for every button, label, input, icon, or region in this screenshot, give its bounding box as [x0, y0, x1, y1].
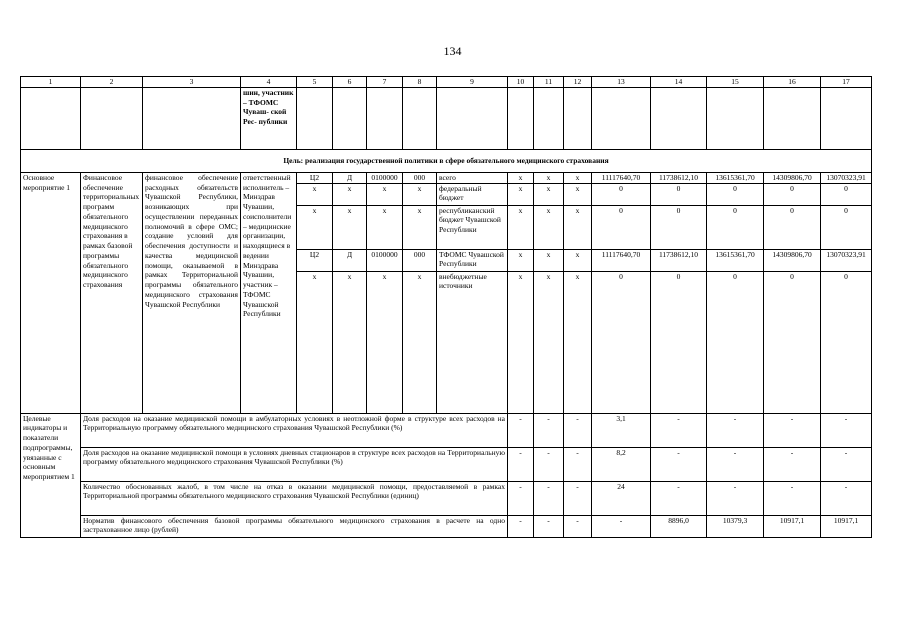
- col-header: 8: [403, 77, 437, 88]
- funding-cell: 11117640,70: [592, 249, 651, 271]
- indicator-value: -: [651, 481, 707, 515]
- indicator-value: -: [508, 447, 534, 481]
- event-description: финансовое обеспечение расходных обязательств Чувашской Республики, возникающих при осуществлении переданных полномочий в сфере ОМС; создание условий для обеспечения доступности и качества медицинской помощи, оказываемой в рамках Территориальной программы обязательного медицинского страхования Чувашской Республики: [143, 172, 241, 413]
- funding-cell: 0: [764, 183, 821, 205]
- funding-cell: 0: [764, 271, 821, 413]
- indicator-value: -: [821, 413, 872, 447]
- funding-cell: x: [508, 172, 534, 183]
- indicator-value: -: [821, 481, 872, 515]
- header-row: [21, 77, 872, 88]
- funding-cell: x: [367, 271, 403, 413]
- funding-cell: 0: [821, 205, 872, 249]
- funding-cell: x: [403, 205, 437, 249]
- funding-cell: x: [508, 205, 534, 249]
- indicator-value: -: [534, 481, 564, 515]
- indicator-value: -: [764, 413, 821, 447]
- indicator-value: -: [592, 515, 651, 537]
- indicator-value: -: [564, 413, 592, 447]
- indicator-value: -: [764, 447, 821, 481]
- funding-cell: 11117640,70: [592, 172, 651, 183]
- funding-cell: 000: [403, 249, 437, 271]
- col-header: 12: [564, 77, 592, 88]
- indicator-value: 8,2: [592, 447, 651, 481]
- indicator-value: -: [508, 481, 534, 515]
- indicator-value: 24: [592, 481, 651, 515]
- indicator-value: -: [707, 481, 764, 515]
- funding-cell: 0100000: [367, 249, 403, 271]
- indicator-value: -: [508, 413, 534, 447]
- funding-cell: x: [297, 271, 333, 413]
- funding-cell: x: [508, 249, 534, 271]
- funding-cell: x: [403, 183, 437, 205]
- funding-source: ТФОМС Чувашской Республики: [437, 249, 508, 271]
- funding-cell: x: [297, 205, 333, 249]
- funding-cell: 14309806,70: [764, 249, 821, 271]
- indicator-value: -: [508, 515, 534, 537]
- col-header: 5: [297, 77, 333, 88]
- col-header: 2: [81, 77, 143, 88]
- funding-cell: 13070323,91: [821, 172, 872, 183]
- indicator-row: [21, 413, 872, 447]
- indicator-row: [21, 481, 872, 515]
- indicator-value: -: [534, 515, 564, 537]
- col-header: 16: [764, 77, 821, 88]
- funding-cell: x: [333, 183, 367, 205]
- col-header: 1: [21, 77, 81, 88]
- funding-cell: Д: [333, 172, 367, 183]
- funding-cell: 0: [592, 183, 651, 205]
- funding-source: федеральный бюджет: [437, 183, 508, 205]
- col-header: 11: [534, 77, 564, 88]
- event-name: Основное мероприятие 1: [21, 172, 81, 413]
- funding-cell: 11738612,10: [651, 172, 707, 183]
- funding-cell: 0: [592, 205, 651, 249]
- indicator-text: Количество обоснованных жалоб, в том числе на отказ в оказании медицинской помощи, предоставляемой в рамках Территориальной программы обязательного медицинского страхования Чувашской Республики (единиц): [81, 481, 508, 515]
- page-number: 134: [443, 44, 462, 58]
- funding-row: [21, 172, 872, 183]
- funding-cell: 14309806,70: [764, 172, 821, 183]
- funding-cell: 0: [764, 205, 821, 249]
- col-header: 9: [437, 77, 508, 88]
- indicator-text: Норматив финансового обеспечения базовой программы обязательного медицинского страхования в расчете на одно застрахованное лицо (рублей): [81, 515, 508, 537]
- indicator-value: 10917,1: [821, 515, 872, 537]
- funding-cell: 0: [651, 271, 707, 413]
- funding-cell: 0: [821, 271, 872, 413]
- funding-cell: 0: [592, 271, 651, 413]
- col-header: 14: [651, 77, 707, 88]
- funding-cell: 0: [651, 183, 707, 205]
- indicator-row: [21, 447, 872, 481]
- col-header: 17: [821, 77, 872, 88]
- funding-cell: x: [564, 183, 592, 205]
- continuation-executor: шин, участник – ТФОМС Чуваш- ской Рес- публики: [241, 87, 297, 149]
- col-header: 10: [508, 77, 534, 88]
- funding-cell: x: [534, 172, 564, 183]
- funding-cell: x: [564, 271, 592, 413]
- indicator-value: -: [564, 481, 592, 515]
- indicator-value: 10917,1: [764, 515, 821, 537]
- indicator-value: 3,1: [592, 413, 651, 447]
- indicator-value: 10379,3: [707, 515, 764, 537]
- event-title: Финансовое обеспечение территориальных программ обязательного медицинского страхования в рамках базовой программы обязательного медицинского страхования: [81, 172, 143, 413]
- funding-cell: 11738612,10: [651, 249, 707, 271]
- funding-cell: 13070323,91: [821, 249, 872, 271]
- indicator-value: -: [564, 447, 592, 481]
- indicator-text: Доля расходов на оказание медицинской помощи в условиях дневных стационаров в структуре всех расходов на Территориальную программу обязательного медицинского страхования Чувашской Республики (%): [81, 447, 508, 481]
- col-header: 6: [333, 77, 367, 88]
- funding-cell: x: [564, 249, 592, 271]
- funding-cell: x: [564, 205, 592, 249]
- funding-cell: x: [403, 271, 437, 413]
- indicator-value: -: [821, 447, 872, 481]
- indicator-value: -: [564, 515, 592, 537]
- funding-cell: 000: [403, 172, 437, 183]
- col-header: 4: [241, 77, 297, 88]
- funding-cell: x: [564, 172, 592, 183]
- funding-cell: 13615361,70: [707, 172, 764, 183]
- funding-cell: 0100000: [367, 172, 403, 183]
- funding-cell: x: [508, 183, 534, 205]
- funding-source: внебюджетные источники: [437, 271, 508, 413]
- funding-cell: x: [297, 183, 333, 205]
- funding-cell: 0: [707, 183, 764, 205]
- funding-cell: 0: [707, 205, 764, 249]
- goal-row: [21, 149, 872, 172]
- funding-cell: Ц2: [297, 249, 333, 271]
- funding-cell: x: [534, 249, 564, 271]
- funding-cell: x: [534, 271, 564, 413]
- col-header: 3: [143, 77, 241, 88]
- indicator-value: 8896,0: [651, 515, 707, 537]
- funding-cell: x: [534, 205, 564, 249]
- funding-cell: Д: [333, 249, 367, 271]
- funding-cell: x: [333, 205, 367, 249]
- indicator-value: -: [534, 413, 564, 447]
- funding-source: республиканский бюджет Чувашской Республики: [437, 205, 508, 249]
- indicator-value: -: [651, 447, 707, 481]
- indicators-label: Целевые индикаторы и показатели подпрограммы, увязанные с основным мероприятием 1: [21, 413, 81, 537]
- col-header: 13: [592, 77, 651, 88]
- funding-cell: x: [367, 183, 403, 205]
- funding-cell: 0: [651, 205, 707, 249]
- funding-cell: 13615361,70: [707, 249, 764, 271]
- event-executor: ответственный исполнитель – Минздрав Чувашии, соисполнители – медицинские организации, находящиеся в ведении Минздрава Чувашии, участник – ТФОМС Чувашской Республики: [241, 172, 297, 413]
- col-header: 7: [367, 77, 403, 88]
- indicator-value: -: [707, 413, 764, 447]
- indicator-text: Доля расходов на оказание медицинской помощи в амбулаторных условиях в неотложной форме в структуре всех расходов на Территориальную программу обязательного медицинского страхования Чувашской Республики (%): [81, 413, 508, 447]
- indicator-value: -: [707, 447, 764, 481]
- goal-text: Цель: реализация государственной политики в сфере обязательного медицинского страхования: [21, 149, 872, 172]
- funding-cell: Ц2: [297, 172, 333, 183]
- indicator-value: -: [534, 447, 564, 481]
- funding-cell: x: [534, 183, 564, 205]
- col-header: 15: [707, 77, 764, 88]
- funding-cell: 0: [707, 271, 764, 413]
- funding-cell: x: [367, 205, 403, 249]
- funding-cell: 0: [821, 183, 872, 205]
- indicator-value: -: [651, 413, 707, 447]
- funding-cell: x: [333, 271, 367, 413]
- funding-source: всего: [437, 172, 508, 183]
- continuation-row: [21, 87, 872, 149]
- funding-cell: x: [508, 271, 534, 413]
- indicator-value: -: [764, 481, 821, 515]
- indicator-row: [21, 515, 872, 537]
- program-table: [20, 76, 872, 538]
